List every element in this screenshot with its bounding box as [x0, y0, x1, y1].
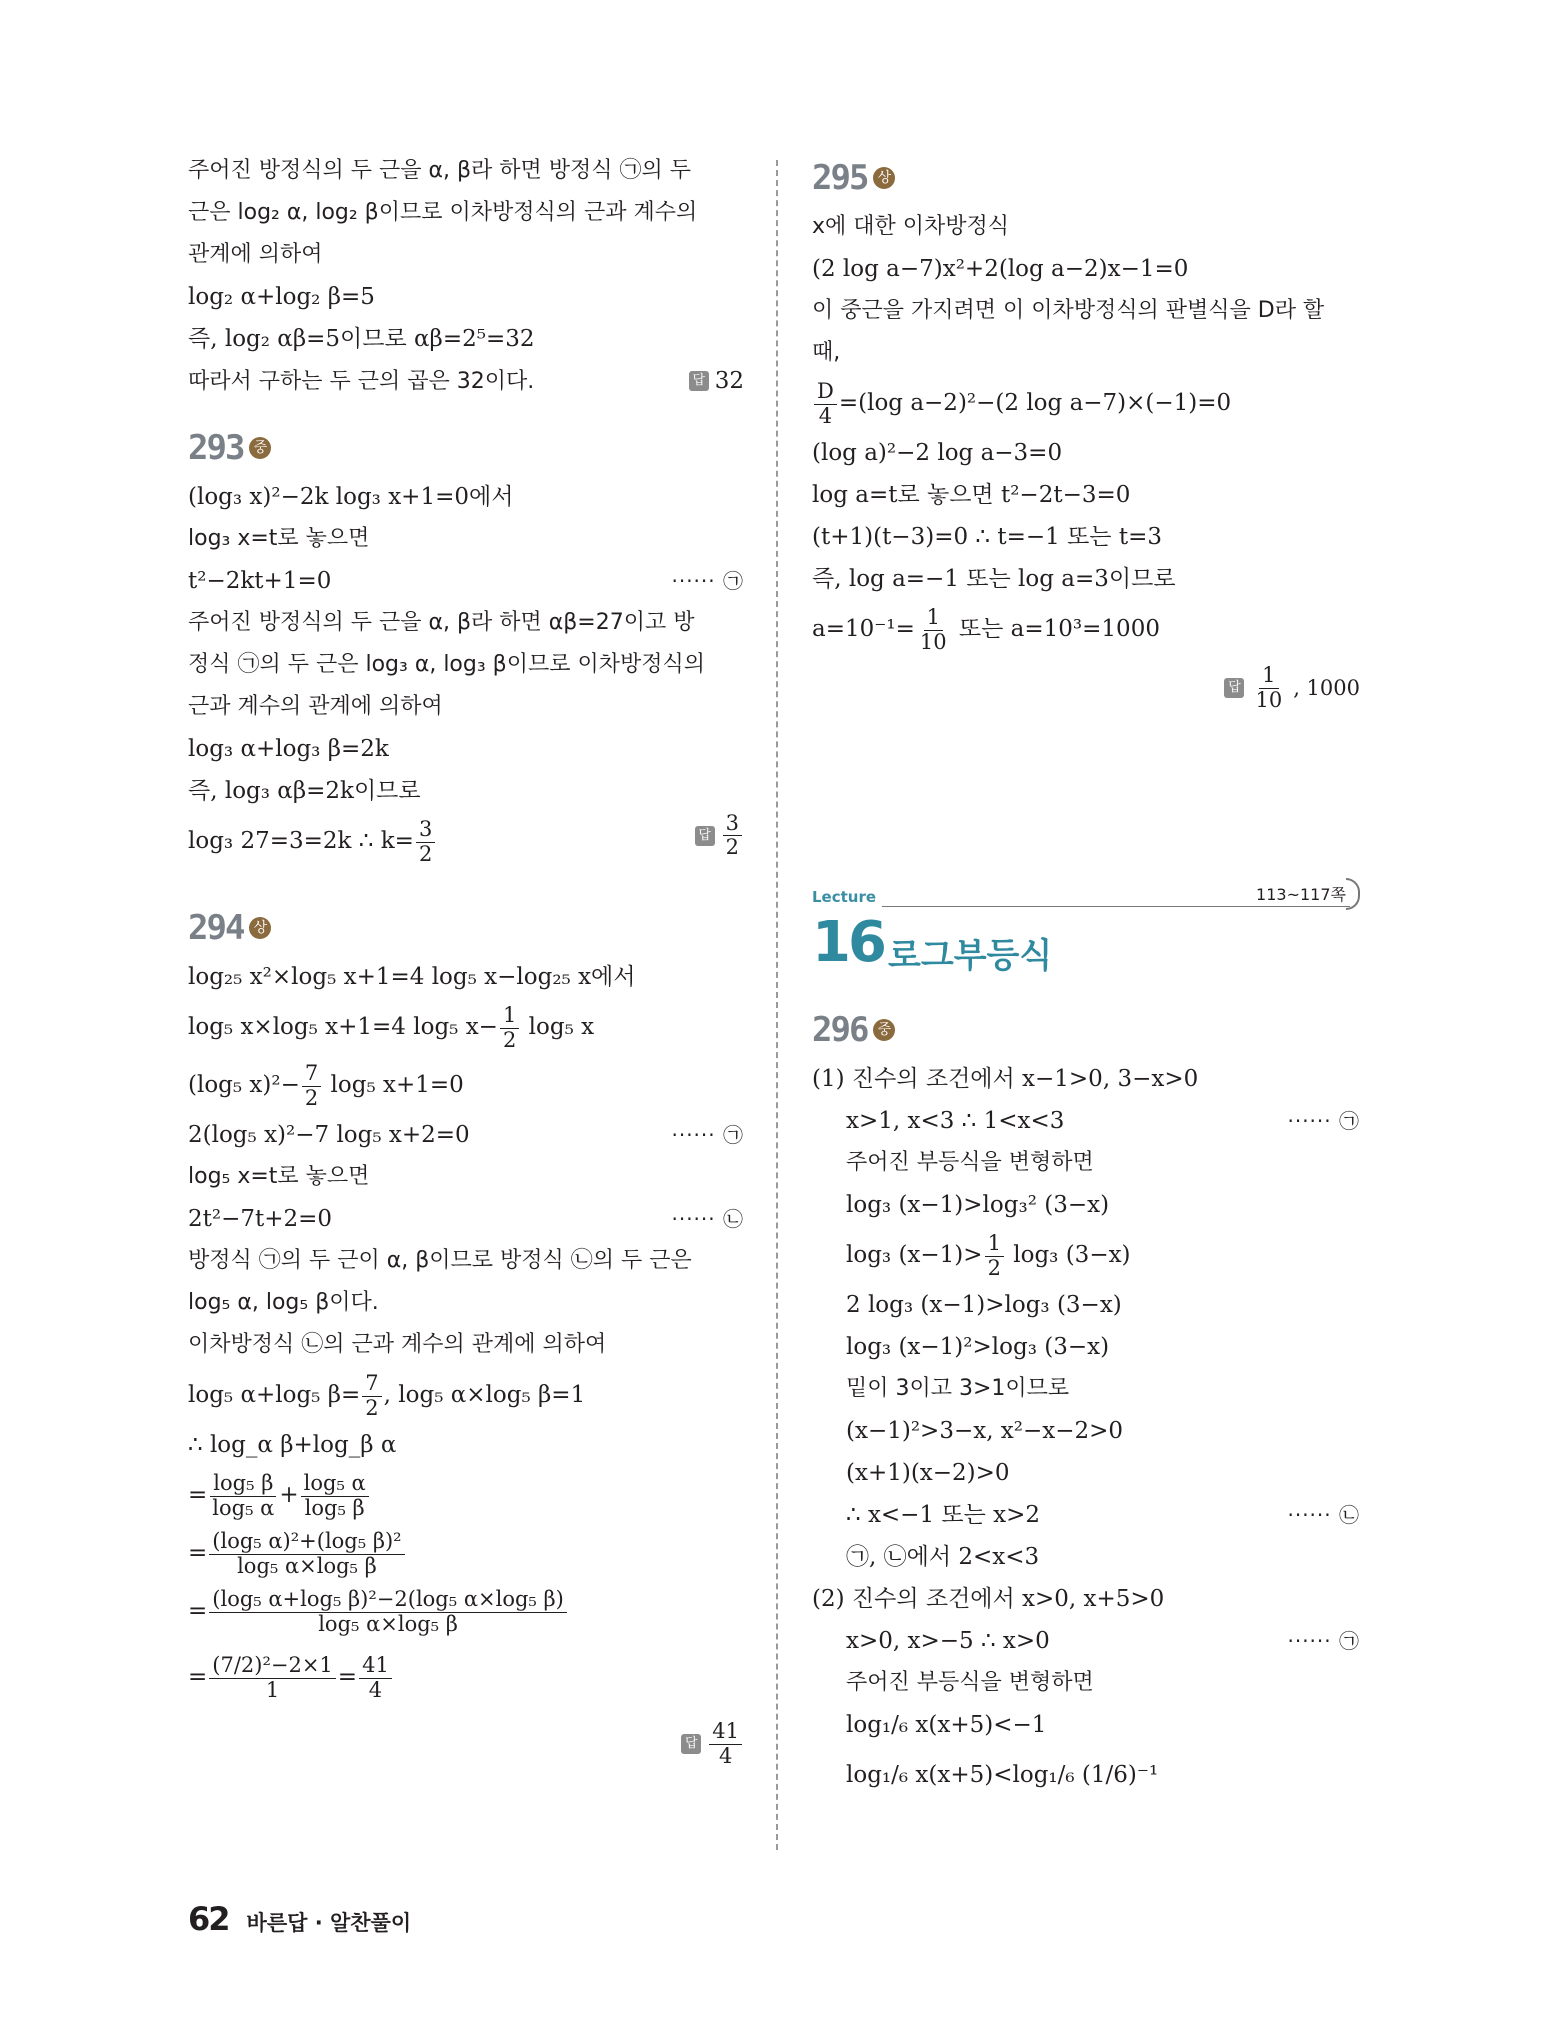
right-column	[812, 150, 1360, 1804]
conclusion-text: 따라서 구하는 두 근의 곱은 32이다.	[188, 369, 535, 394]
equation: log₅ x×log₅ x+1=4 log₅ x−	[188, 1014, 498, 1040]
denominator: 1	[265, 1677, 280, 1702]
problem-header-294	[188, 900, 744, 956]
math-line: (log a)²−2 log a−3=0	[812, 440, 1063, 466]
math-line: 즉, log₃ αβ=2k이므로	[188, 778, 421, 804]
text-line: 이 중근을 가지려면 이 이차방정식의 판별식을 D라 할	[812, 298, 1325, 323]
lecture-rule	[882, 906, 1350, 907]
denominator: 4	[368, 1677, 383, 1702]
math-line: (2) 진수의 조건에서 x>0, x+5>0	[812, 1586, 1165, 1612]
equation: log₅ α+log₅ β=	[188, 1382, 361, 1408]
plus: +	[279, 1482, 299, 1508]
equation: ∴ x<−1 또는 x>2	[846, 1502, 1041, 1528]
math-line: (x+1)(x−2)>0	[846, 1460, 1010, 1486]
math-line	[812, 374, 1360, 432]
equation: =(log a−2)²−(2 log a−7)×(−1)=0	[838, 390, 1232, 416]
numerator: 41	[359, 1654, 392, 1678]
denominator: 10	[1255, 687, 1283, 712]
numerator: 41	[709, 1720, 742, 1744]
problem-number: 293	[188, 428, 244, 468]
numerator: (log₅ α)²+(log₅ β)²	[209, 1530, 404, 1554]
denominator: 2	[304, 1085, 319, 1110]
answer-mark-icon: 답	[681, 1734, 701, 1754]
answer	[689, 360, 744, 402]
equals: =	[188, 1540, 208, 1566]
equation: a=10⁻¹=	[812, 616, 915, 642]
difficulty-badge: 중	[873, 1019, 895, 1041]
equals: =	[337, 1664, 358, 1690]
math-line: (2 log a−7)x²+2(log a−2)x−1=0	[812, 256, 1189, 282]
denominator: 10	[919, 629, 947, 654]
equation: (log₅ x)²−	[188, 1072, 300, 1098]
equation: 또는 a=10³=1000	[951, 616, 1160, 642]
math-line	[188, 812, 744, 870]
math-line	[188, 1640, 744, 1714]
math-line: (1) 진수의 조건에서 x−1>0, 3−x>0	[812, 1066, 1199, 1092]
equation-ref: ······ ㉡	[671, 1207, 744, 1231]
text-line: 이차방정식 ㉡의 근과 계수의 관계에 의하여	[188, 1332, 607, 1357]
text-line: 주어진 방정식의 두 근을 α, β라 하면 αβ=27이고 방	[188, 610, 695, 635]
answer	[188, 1714, 744, 1774]
denominator: 2	[987, 1255, 1001, 1280]
numerator: (log₅ α+log₅ β)²−2(log₅ α×log₅ β)	[209, 1588, 567, 1612]
problem-number: 296	[812, 1010, 868, 1050]
equals: =	[188, 1482, 208, 1508]
left-column	[188, 150, 744, 1774]
numerator: log₅ β	[210, 1472, 276, 1496]
math-line: ㉠, ㉡에서 2<x<3	[846, 1544, 1040, 1570]
math-line	[188, 1466, 744, 1524]
math-line: log₅ x=t로 놓으면	[188, 1164, 370, 1189]
page-footer	[188, 1900, 411, 1938]
numerator: 1	[1259, 664, 1278, 688]
lecture-number: 16	[812, 910, 884, 975]
text-line: x에 대한 이차방정식	[812, 214, 1010, 239]
equals: =	[188, 1598, 208, 1624]
bracket-icon	[1346, 878, 1360, 910]
equation: x>0, x>−5 ∴ x>0	[846, 1628, 1050, 1654]
equation: log₅ x	[521, 1014, 595, 1040]
fraction	[359, 1654, 392, 1701]
math-line: log₃ (x−1)²>log₃ (3−x)	[846, 1334, 1110, 1360]
fraction	[416, 818, 435, 865]
math-line: (t+1)(t−3)=0 ∴ t=−1 또는 t=3	[812, 524, 1162, 550]
answer-value: 32	[714, 368, 744, 394]
lecture-tag: Lecture	[812, 888, 877, 906]
denominator: log₅ α	[212, 1495, 275, 1520]
math-line: log₃ α+log₃ β=2k	[188, 736, 389, 762]
equation-ref: ······ ㉠	[1287, 1629, 1360, 1653]
denominator: 2	[418, 841, 433, 866]
math-line	[812, 1494, 1360, 1536]
problem-number: 294	[188, 908, 244, 948]
answer-value: , 1000	[1293, 676, 1360, 700]
lecture-header	[812, 885, 1360, 998]
math-line: 2 log₃ (x−1)>log₃ (3−x)	[846, 1292, 1122, 1318]
equation-ref: ······ ㉡	[1287, 1503, 1360, 1527]
math-line: (x−1)²>3−x, x²−x−2>0	[846, 1418, 1124, 1444]
denominator: 2	[725, 835, 739, 860]
fraction	[209, 1654, 336, 1701]
text-line: log₅ α, log₅ β이다.	[188, 1290, 379, 1315]
column-divider	[776, 160, 778, 1850]
math-line	[812, 1226, 1360, 1284]
problem-number: 295	[812, 158, 868, 198]
math-line: (log₃ x)²−2k log₃ x+1=0에서	[188, 484, 514, 510]
answer	[695, 812, 744, 859]
fraction	[814, 380, 837, 427]
answer-fraction	[723, 812, 742, 859]
equation: log₃ 27=3=2k ∴ k=	[188, 828, 414, 854]
denominator: 4	[718, 1743, 733, 1768]
text-line: 근과 계수의 관계에 의하여	[188, 694, 443, 719]
equals: =	[188, 1664, 208, 1690]
problem-header-295	[812, 150, 1360, 206]
text-line: 밑이 3이고 3>1이므로	[846, 1376, 1070, 1401]
fraction	[985, 1232, 1004, 1279]
numerator: 3	[723, 812, 742, 836]
denominator: 2	[502, 1027, 517, 1052]
math-line: log a=t로 놓으면 t²−2t−3=0	[812, 482, 1131, 508]
equation-ref: ······ ㉠	[1287, 1109, 1360, 1133]
equation-ref: ······ ㉠	[671, 1123, 744, 1147]
fraction	[917, 606, 950, 653]
text-line: 주어진 방정식의 두 근을 α, β라 하면 방정식 ㉠의 두	[188, 158, 692, 183]
numerator: log₅ α	[301, 1472, 369, 1496]
math-line	[188, 1056, 744, 1114]
math-line	[188, 1198, 744, 1240]
fraction	[500, 1004, 519, 1051]
answer-mark-icon: 답	[1224, 678, 1244, 698]
page-number: 62	[188, 1900, 229, 1938]
math-line	[188, 1524, 744, 1582]
text-line	[188, 360, 744, 402]
answer-mark-icon: 답	[695, 826, 715, 846]
answer	[812, 658, 1360, 718]
answer-fraction	[709, 1720, 742, 1767]
fraction	[209, 1588, 567, 1635]
text-line: 주어진 부등식을 변형하면	[846, 1670, 1094, 1695]
difficulty-badge: 상	[249, 917, 271, 939]
math-line	[812, 1620, 1360, 1662]
math-line	[188, 560, 744, 602]
equation: t²−2kt+1=0	[188, 568, 332, 594]
numerator: 1	[985, 1232, 1004, 1256]
text-line: 방정식 ㉠의 두 근이 α, β이므로 방정식 ㉡의 두 근은	[188, 1248, 692, 1273]
math-line: 즉, log a=−1 또는 log a=3이므로	[812, 566, 1176, 592]
denominator: 4	[818, 403, 833, 428]
text-line: 때,	[812, 340, 841, 365]
equation: log₃ (3−x)	[1005, 1242, 1131, 1268]
denominator: log₅ α×log₅ β	[318, 1611, 458, 1636]
numerator: 7	[362, 1372, 381, 1396]
book-title: 바른답 · 알찬풀이	[246, 1911, 412, 1935]
equation: 2t²−7t+2=0	[188, 1206, 333, 1232]
problem-header-296	[812, 1002, 1360, 1058]
math-line: log₃ x=t로 놓으면	[188, 526, 370, 551]
problem-header-293	[188, 420, 744, 476]
text-line: 관계에 의하여	[188, 242, 323, 267]
fraction	[209, 1530, 404, 1577]
equation: log₃ (x−1)>	[846, 1242, 983, 1268]
numerator: 3	[416, 818, 435, 842]
math-line: log₂ α+log₂ β=5	[188, 284, 375, 310]
math-line: log₁/₆ x(x+5)<−1	[846, 1712, 1047, 1738]
numerator: 1	[500, 1004, 519, 1028]
text-line: 주어진 부등식을 변형하면	[846, 1150, 1094, 1175]
denominator: log₅ β	[304, 1495, 365, 1520]
fraction	[302, 1062, 321, 1109]
math-line	[188, 1582, 744, 1640]
fraction	[301, 1472, 369, 1519]
math-line: log₃ (x−1)>log₃² (3−x)	[846, 1192, 1110, 1218]
numerator: 7	[302, 1062, 321, 1086]
numerator: 1	[924, 606, 943, 630]
answer-mark-icon: 답	[689, 371, 709, 391]
equation: log₅ x+1=0	[323, 1072, 464, 1098]
math-line: log₁/₆ x(x+5)<log₁/₆ (1/6)⁻¹	[846, 1762, 1159, 1788]
difficulty-badge: 중	[249, 437, 271, 459]
math-line	[188, 1366, 744, 1424]
lecture-title: 로그부등식	[888, 936, 1053, 976]
answer-fraction	[1252, 664, 1285, 711]
math-line	[188, 998, 744, 1056]
equation-ref: ······ ㉠	[671, 569, 744, 593]
lecture-pages: 113~117쪽	[1256, 885, 1346, 904]
numerator: D	[814, 380, 837, 404]
denominator: log₅ α×log₅ β	[237, 1553, 377, 1578]
difficulty-badge: 상	[873, 167, 895, 189]
text-line: 정식 ㉠의 두 근은 log₃ α, log₃ β이므로 이차방정식의	[188, 652, 705, 677]
math-line	[812, 600, 1360, 658]
equation: 2(log₅ x)²−7 log₅ x+2=0	[188, 1122, 470, 1148]
math-line: 즉, log₂ αβ=5이므로 αβ=2⁵=32	[188, 326, 535, 352]
math-line: ∴ log_α β+log_β α	[188, 1432, 397, 1458]
equation: x>1, x<3 ∴ 1<x<3	[846, 1108, 1065, 1134]
denominator: 2	[365, 1395, 379, 1420]
math-line	[188, 1114, 744, 1156]
fraction	[209, 1472, 277, 1519]
math-line	[812, 1100, 1360, 1142]
math-line: log₂₅ x²×log₅ x+1=4 log₅ x−log₂₅ x에서	[188, 964, 636, 990]
fraction	[362, 1372, 381, 1419]
text-line: 근은 log₂ α, log₂ β이므로 이차방정식의 근과 계수의	[188, 200, 698, 225]
numerator: (7/2)²−2×1	[209, 1654, 336, 1678]
equation: , log₅ α×log₅ β=1	[383, 1382, 586, 1408]
